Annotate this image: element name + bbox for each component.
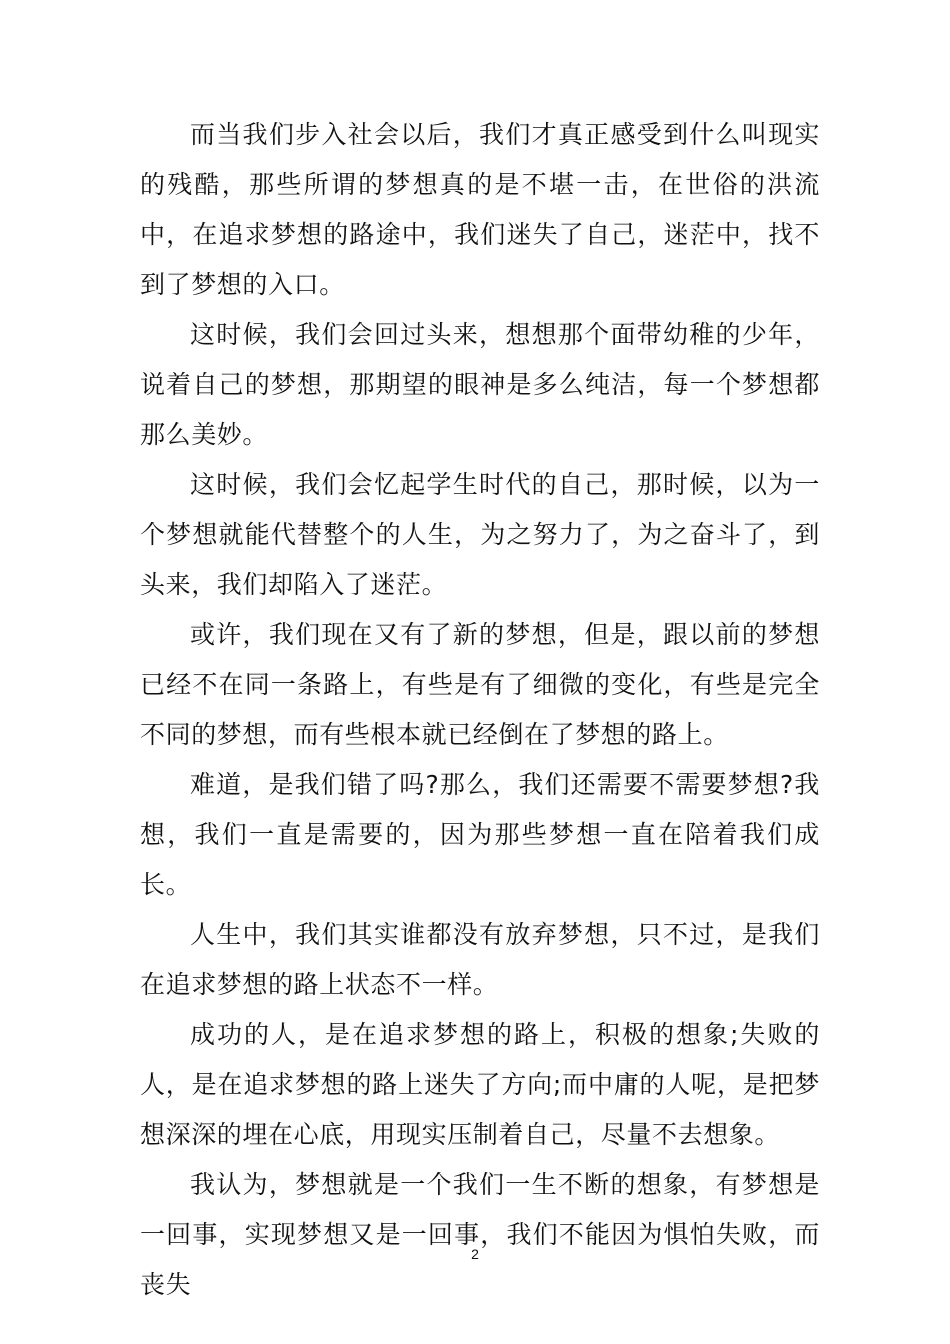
paragraph-8: 我认为，梦想就是一个我们一生不断的想象，有梦想是一回事，实现梦想又是一回事，我们不能因为惧怕失败，而丧失 <box>140 1170 820 1299</box>
paragraph-7: 成功的人，是在追求梦想的路上，积极的想象;失败的人，是在追求梦想的路上迷失了方向;而中庸的人呢，是把梦想深深的埋在心底，用现实压制着自己，尽量不去想象。 <box>140 1020 820 1149</box>
page-number: 2 <box>471 1246 479 1262</box>
paragraph-3: 这时候，我们会忆起学生时代的自己，那时候，以为一个梦想就能代替整个的人生，为之努力了，为之奋斗了，到头来，我们却陷入了迷茫。 <box>140 470 820 599</box>
paragraph-6: 人生中，我们其实谁都没有放弃梦想，只不过，是我们在追求梦想的路上状态不一样。 <box>140 920 820 999</box>
paragraph-2: 这时候，我们会回过头来，想想那个面带幼稚的少年，说着自己的梦想，那期望的眼神是多么纯洁，每一个梦想都那么美妙。 <box>140 320 820 449</box>
paragraph-4: 或许，我们现在又有了新的梦想，但是，跟以前的梦想已经不在同一条路上，有些是有了细微的变化，有些是完全不同的梦想，而有些根本就已经倒在了梦想的路上。 <box>140 620 820 749</box>
paragraph-5: 难道，是我们错了吗?那么，我们还需要不需要梦想?我想，我们一直是需要的，因为那些梦想一直在陪着我们成长。 <box>140 770 820 899</box>
paragraph-1: 而当我们步入社会以后，我们才真正感受到什么叫现实的残酷，那些所谓的梦想真的是不堪一击，在世俗的洪流中，在追求梦想的路途中，我们迷失了自己，迷茫中，找不到了梦想的入口。 <box>140 120 820 299</box>
document-body <box>140 110 820 1310</box>
